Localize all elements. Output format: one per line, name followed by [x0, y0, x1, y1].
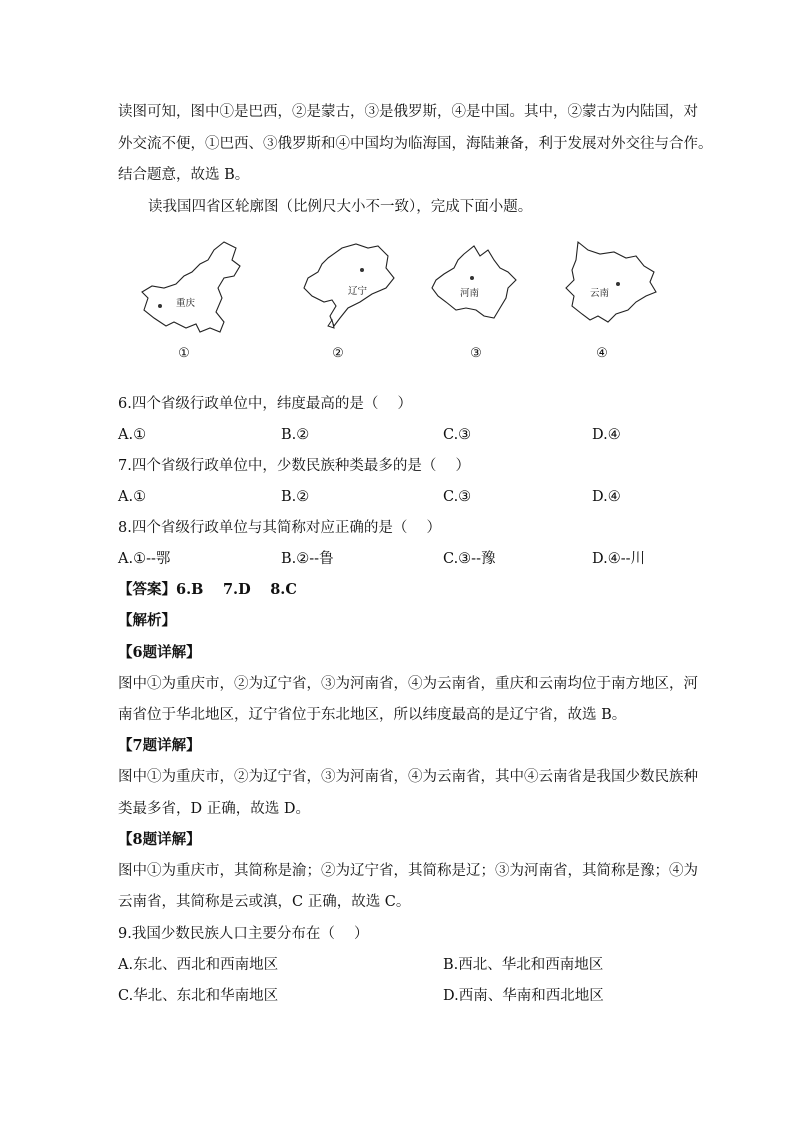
map-yunnan: [560, 236, 670, 336]
q6-option-a: A.①: [118, 427, 147, 443]
q6-option-c: C.③: [443, 427, 472, 443]
q9-option-c: C.华北、东北和华南地区: [118, 988, 279, 1004]
q8-option-b: B.②--鲁: [281, 551, 334, 567]
intro-line-3: 结合题意，故选 B。: [118, 167, 250, 183]
q9-option-d: D.西南、华南和西北地区: [443, 988, 604, 1004]
map-henan: [428, 236, 528, 336]
detail-6-line-1: 图中①为重庆市，②为辽宁省，③为河南省，④为云南省，重庆和云南均位于南方地区，河: [118, 676, 698, 692]
q7-option-b: B.②: [281, 489, 310, 505]
detail-8-line-1: 图中①为重庆市，其简称是渝；②为辽宁省，其简称是辽；③为河南省，其简称是豫；④为: [118, 863, 698, 879]
analysis-heading: 【解析】: [118, 612, 176, 629]
q9-option-b: B.西北、华北和西南地区: [443, 957, 604, 973]
intro-line-1: 读图可知，图中①是巴西，②是蒙古，③是俄罗斯，④是中国。其中，②蒙古为内陆国，对: [118, 104, 698, 120]
q6-option-d: D.④: [592, 427, 621, 443]
detail-6-line-2: 南省位于华北地区，辽宁省位于东北地区，所以纬度最高的是辽宁省，故选 B。: [118, 707, 627, 723]
q8-option-d: D.④--川: [592, 551, 646, 567]
map-label-1: 重庆: [176, 298, 196, 309]
q9-option-a: A.东北、西北和西南地区: [118, 957, 279, 973]
q8-stem: 8.四个省级行政单位与其简称对应正确的是（ ）: [118, 520, 441, 536]
q8-option-c: C.③--豫: [443, 551, 496, 567]
q7-option-d: D.④: [592, 489, 621, 505]
q8-option-a: A.①--鄂: [118, 551, 171, 567]
detail-8-line-2: 云南省，其简称是云或滇，C 正确，故选 C。: [118, 894, 411, 910]
q7-option-c: C.③: [443, 489, 472, 505]
map-number-1: ①: [178, 346, 190, 361]
map-label-4: 云南: [590, 288, 610, 299]
q6-option-b: B.②: [281, 427, 310, 443]
map-liaoning: [298, 236, 398, 331]
answer: 【答案】6.B 7.D 8.C: [118, 581, 297, 598]
map-chongqing: [138, 236, 248, 341]
detail-7-line-1: 图中①为重庆市，②为辽宁省，③为河南省，④为云南省，其中④云南省是我国少数民族种: [118, 769, 698, 785]
intro-line-2: 外交流不便，①巴西、③俄罗斯和④中国均为临海国，海陆兼备，利于发展对外交往与合作。: [118, 136, 713, 152]
map-label-2: 辽宁: [348, 286, 368, 297]
q9-stem: 9.我国少数民族人口主要分布在（ ）: [118, 926, 369, 942]
q7-option-a: A.①: [118, 489, 147, 505]
detail-7-title: 【7题详解】: [118, 737, 201, 754]
q6-stem: 6.四个省级行政单位中，纬度最高的是（ ）: [118, 396, 412, 412]
map-number-3: ③: [470, 346, 482, 361]
detail-8-title: 【8题详解】: [118, 831, 201, 848]
q7-stem: 7.四个省级行政单位中，少数民族种类最多的是（ ）: [118, 458, 470, 474]
province-maps: [130, 236, 670, 371]
question-prompt: 读我国四省区轮廓图（比例尺大小不一致），完成下面小题。: [148, 199, 533, 215]
map-number-4: ④: [596, 346, 608, 361]
map-number-2: ②: [332, 346, 344, 361]
detail-7-line-2: 类最多省，D 正确，故选 D。: [118, 801, 310, 817]
map-label-3: 河南: [460, 288, 480, 299]
detail-6-title: 【6题详解】: [118, 644, 201, 661]
